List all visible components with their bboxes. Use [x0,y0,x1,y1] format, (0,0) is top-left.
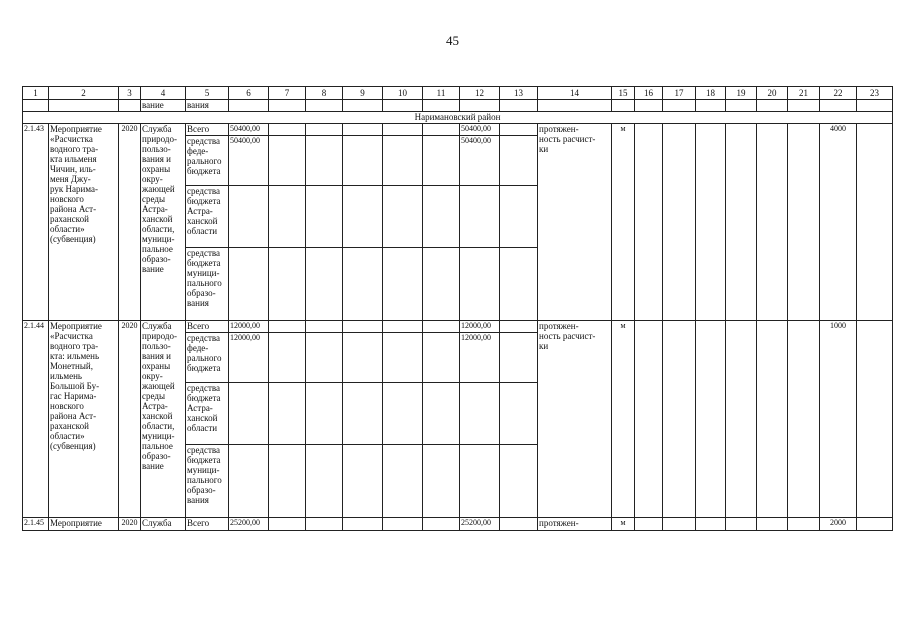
indicator-unit: м [612,321,635,518]
funding-total-label: Всего [186,518,229,531]
funding-source-value [229,445,269,518]
funding-source-label: средства феде- рального бюджета [186,136,229,186]
indicator-value: 2000 [820,518,857,531]
measure-executor: Служба природо- пользо- вания и охраны окру- жающей среды Астра- ханской области, муници- пальное образо- вание [141,124,186,321]
table-row [23,518,893,531]
indicator-name: протяжен- ность расчист- ки [538,321,612,518]
column-header: 22 [820,87,857,100]
funding-source-value-col12 [460,445,500,518]
column-header: 8 [306,87,343,100]
column-header: 10 [383,87,423,100]
indicator-name: протяжен- [538,518,612,531]
measure-code: 2.1.43 [23,124,49,321]
program-measures-table [22,86,893,531]
funding-total-label: Всего [186,321,229,333]
funding-total-value-col12: 25200,00 [460,518,500,531]
funding-source-value: 50400,00 [229,136,269,186]
funding-total-value-col12: 50400,00 [460,124,500,136]
funding-total-label: Всего [186,124,229,136]
district-row [23,112,893,124]
column-header: 6 [229,87,269,100]
measure-executor: Служба [141,518,186,531]
column-header: 19 [726,87,757,100]
funding-source-label: средства бюджета муници- пального образо- вания [186,248,229,321]
funding-source-label: средства бюджета Астра- ханской области [186,186,229,248]
funding-source-label: средства бюджета Астра- ханской области [186,383,229,445]
page-number: 45 [446,33,459,48]
district-title: Наримановский район [23,112,893,124]
column-header: 23 [857,87,893,100]
column-header: 16 [635,87,663,100]
column-header: 1 [23,87,49,100]
indicator-value: 4000 [820,124,857,321]
funding-source-value: 12000,00 [229,333,269,383]
measure-year: 2020 [119,518,141,531]
column-header: 17 [663,87,696,100]
header-continuation-row [23,100,893,112]
funding-source-label: средства феде- рального бюджета [186,333,229,383]
measure-year: 2020 [119,321,141,518]
table-row [23,124,893,136]
column-header: 14 [538,87,612,100]
column-header: 21 [788,87,820,100]
funding-source-value [229,186,269,248]
column-header: 18 [696,87,726,100]
measure-year: 2020 [119,124,141,321]
column-header: 2 [49,87,119,100]
measure-name: Мероприятие «Расчистка водного тра- кта: ильмень Монетный, ильмень Большой Бу- гас Нарима- новского района Аст- раханской области» (субвенция) [49,321,119,518]
column-header: 15 [612,87,635,100]
measure-name: Мероприятие [49,518,119,531]
funding-source-value [229,383,269,445]
funding-total-value: 50400,00 [229,124,269,136]
funding-source-value-col12 [460,383,500,445]
column-header: 4 [141,87,186,100]
column-header: 5 [186,87,229,100]
funding-total-value: 12000,00 [229,321,269,333]
column-number-row [23,87,893,100]
column-header: 9 [343,87,383,100]
funding-source-value-col12: 12000,00 [460,333,500,383]
measure-name: Мероприятие «Расчистка водного тра- кта ильменя Чичин, иль- меня Джу- рук Нарима- новского района Аст- раханской области» (субвенция) [49,124,119,321]
column-header: 11 [423,87,460,100]
indicator-unit: м [612,518,635,531]
column-header: 13 [500,87,538,100]
header-continuation-col5: вания [186,100,229,112]
column-header: 12 [460,87,500,100]
column-header: 20 [757,87,788,100]
column-header: 7 [269,87,306,100]
header-continuation-col4: вание [141,100,186,112]
funding-source-label: средства бюджета муници- пального образо- вания [186,445,229,518]
funding-source-value-col12: 50400,00 [460,136,500,186]
funding-total-value-col12: 12000,00 [460,321,500,333]
table-row [23,321,893,333]
funding-source-value-col12 [460,248,500,321]
funding-source-value-col12 [460,186,500,248]
funding-total-value: 25200,00 [229,518,269,531]
measure-code: 2.1.45 [23,518,49,531]
funding-source-value [229,248,269,321]
indicator-unit: м [612,124,635,321]
indicator-name: протяжен- ность расчист- ки [538,124,612,321]
indicator-value: 1000 [820,321,857,518]
measure-executor: Служба природо- пользо- вания и охраны окру- жающей среды Астра- ханской области, муници- пальное образо- вание [141,321,186,518]
measure-code: 2.1.44 [23,321,49,518]
column-header: 3 [119,87,141,100]
